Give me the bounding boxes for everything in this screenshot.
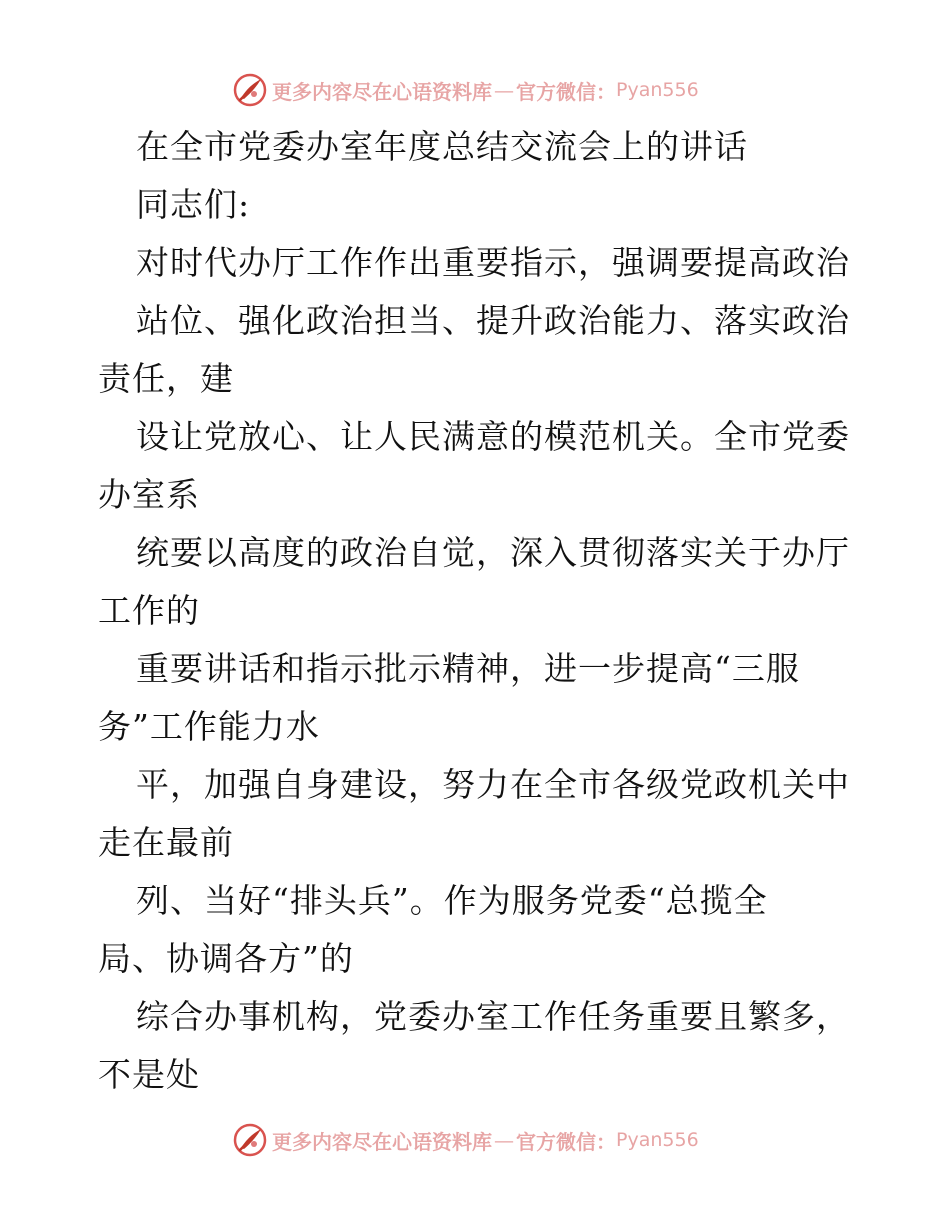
text-line: 列、当好“排头兵”。作为服务党委“总揽全 bbox=[136, 881, 768, 920]
text-line: 站位、强化政治担当、提升政治能力、落实政治 bbox=[136, 301, 850, 340]
banner-separator: — bbox=[494, 78, 514, 102]
header-banner bbox=[232, 70, 699, 110]
text-line: 办室系 bbox=[98, 475, 200, 514]
document-body bbox=[98, 118, 858, 1104]
text-line: 平，加强自身建设，努力在全市各级党政机关中 bbox=[136, 765, 850, 804]
text-line: 综合办事机构，党委办室工作任务重要且繁多， bbox=[136, 997, 850, 1036]
banner-contact-id: Pyan556 bbox=[616, 79, 699, 101]
quill-logo-icon bbox=[232, 72, 268, 108]
document-title: 在全市党委办室年度总结交流会上的讲话 bbox=[136, 127, 748, 166]
text-line: 局、协调各方”的 bbox=[98, 939, 354, 978]
banner-site-text: 更多内容尽在心语资料库 bbox=[272, 79, 492, 104]
banner-site-text: 更多内容尽在心语资料库 bbox=[272, 1129, 492, 1154]
text-line: 统要以高度的政治自觉，深入贯彻落实关于办厅 bbox=[136, 533, 850, 572]
text-line: 工作的 bbox=[98, 591, 200, 630]
banner-contact-id: Pyan556 bbox=[616, 1129, 699, 1151]
text-line: 设让党放心、让人民满意的模范机关。全市党委 bbox=[136, 417, 850, 456]
footer-banner bbox=[232, 1120, 699, 1160]
text-line: 务”工作能力水 bbox=[98, 707, 320, 746]
salutation: 同志们: bbox=[136, 185, 251, 224]
quill-logo-icon bbox=[232, 1122, 268, 1158]
banner-contact-label: 官方微信： bbox=[516, 1129, 616, 1154]
text-line: 走在最前 bbox=[98, 823, 234, 862]
text-line: 对时代办厅工作作出重要指示，强调要提高政治 bbox=[136, 243, 850, 282]
text-line: 重要讲话和指示批示精神，进一步提高“三服 bbox=[136, 649, 800, 688]
banner-contact-label: 官方微信： bbox=[516, 79, 616, 104]
text-line: 责任，建 bbox=[98, 359, 234, 398]
text-line: 不是处 bbox=[98, 1055, 200, 1094]
banner-separator: — bbox=[494, 1128, 514, 1152]
